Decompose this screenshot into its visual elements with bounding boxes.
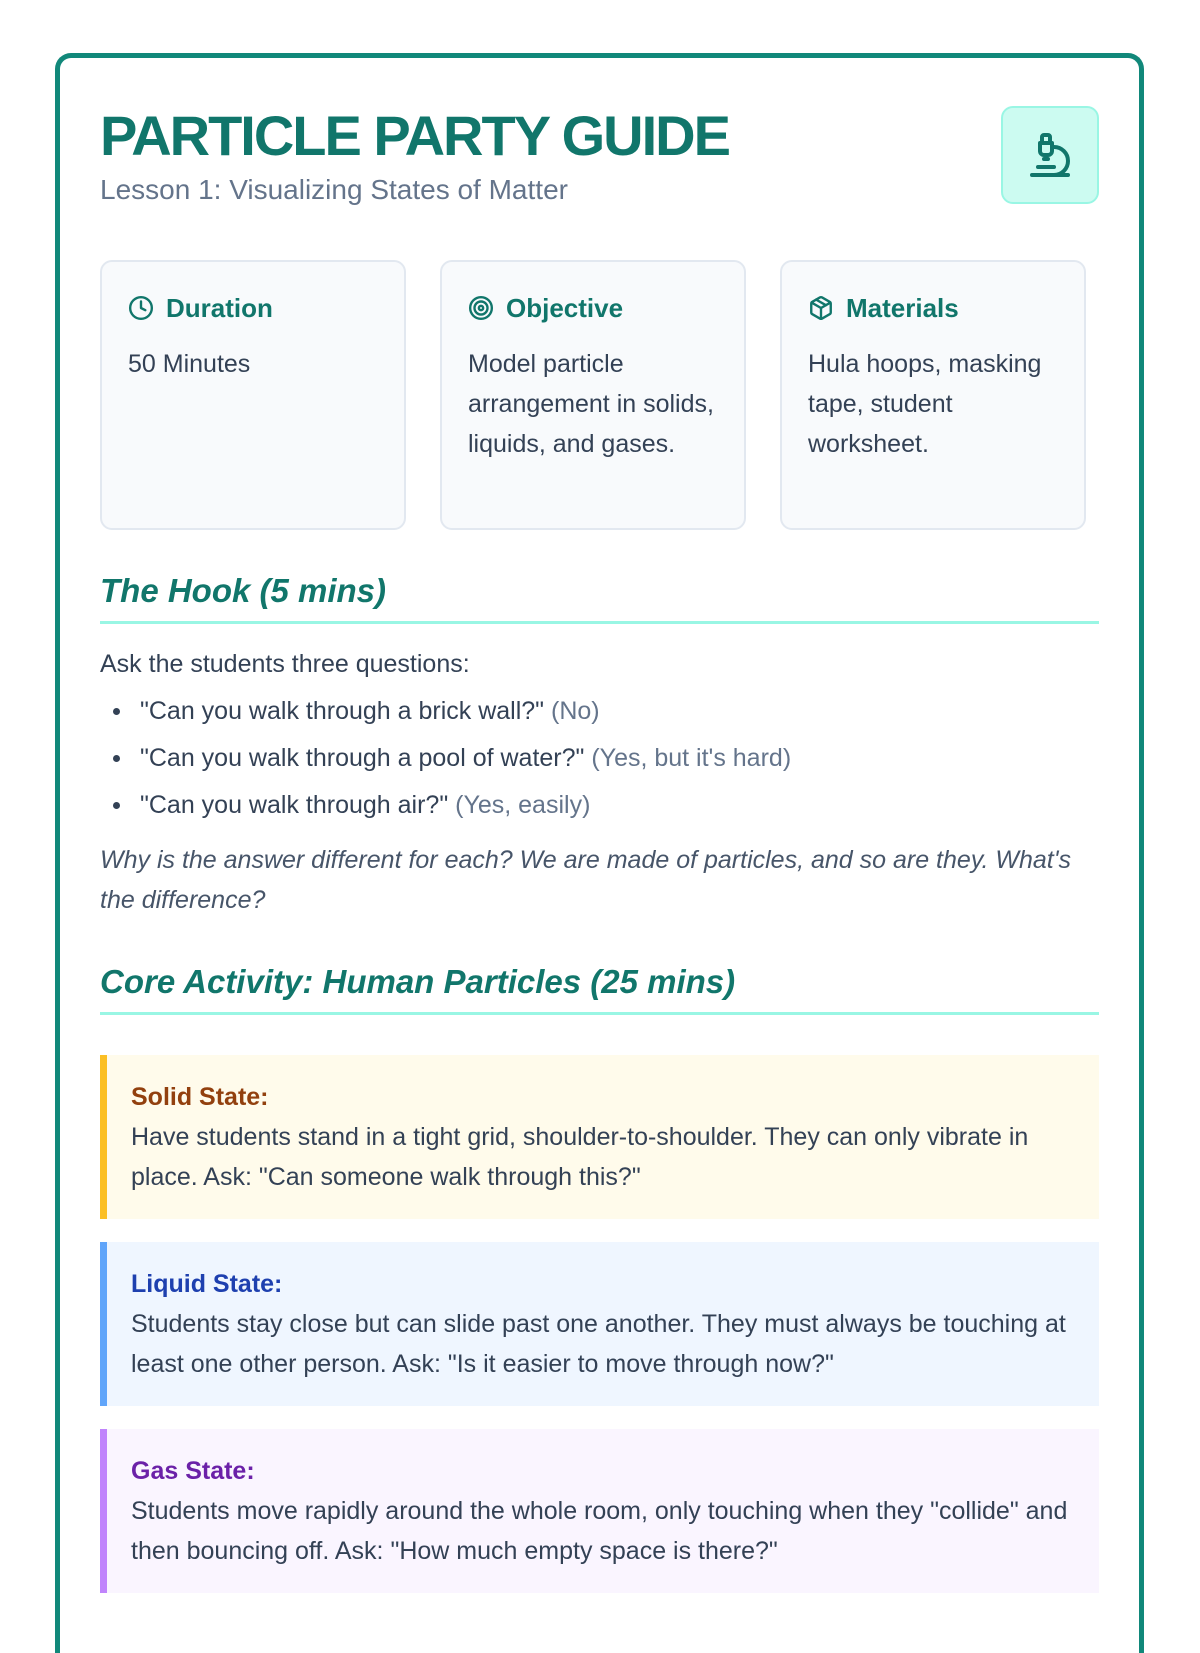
liquid-state-callout (100, 1242, 1099, 1406)
target-icon (468, 295, 494, 321)
state-label: Liquid State: (131, 1270, 283, 1298)
info-card-materials (780, 260, 1086, 530)
hook-closing: Why is the answer different for each? We are made of particles, and so are they. What's the difference? (100, 846, 1071, 914)
hook-questions (100, 688, 1099, 829)
info-card-header (128, 292, 378, 324)
question-answer: (Yes, but it's hard) (591, 744, 792, 772)
hook-intro: Ask the students three questions: (100, 650, 470, 678)
page-subtitle: Lesson 1: Visualizing States of Matter (100, 174, 568, 205)
question-text: "Can you walk through a pool of water?" (140, 744, 585, 772)
list-item (100, 688, 1099, 735)
info-cards (100, 260, 1099, 530)
info-card-label: Objective (506, 292, 624, 323)
microscope-badge (1001, 106, 1099, 204)
microscope-icon (1026, 131, 1074, 179)
info-card-label: Materials (846, 292, 959, 323)
question-text: "Can you walk through air?" (140, 791, 449, 819)
box-icon (808, 295, 834, 321)
hook-heading: The Hook (5 mins) (100, 574, 1099, 624)
solid-state-callout (100, 1055, 1099, 1219)
info-card-text: Model particle arrangement in solids, liquids, and gases. (468, 350, 714, 458)
page-title: PARTICLE PARTY GUIDE (100, 104, 729, 167)
state-description: Students move rapidly around the whole room, only touching when they "collide" and then bouncing off. Ask: "How much empty space is there?" (131, 1497, 1068, 1565)
info-card-objective (440, 260, 746, 530)
info-card-header (468, 292, 718, 324)
question-answer: (No) (551, 697, 600, 725)
state-description: Have students stand in a tight grid, shoulder-to-shoulder. They can only vibrate in place. Ask: "Can someone walk through this?" (131, 1123, 1029, 1191)
info-card-duration (100, 260, 406, 530)
info-card-header (808, 292, 1058, 324)
lesson-card (55, 53, 1144, 1653)
clock-icon (128, 295, 154, 321)
list-item (100, 782, 1099, 829)
state-label: Solid State: (131, 1083, 269, 1111)
core-activity-heading: Core Activity: Human Particles (25 mins) (100, 965, 1099, 1015)
info-card-text: Hula hoops, masking tape, student worksheet. (808, 350, 1042, 458)
state-description: Students stay close but can slide past one another. They must always be touching at least one other person. Ask: "Is it easier to move through now?" (131, 1310, 1066, 1378)
state-label: Gas State: (131, 1457, 255, 1485)
gas-state-callout (100, 1429, 1099, 1593)
info-card-label: Duration (166, 292, 273, 323)
question-text: "Can you walk through a brick wall?" (140, 697, 545, 725)
list-item (100, 735, 1099, 782)
info-card-text: 50 Minutes (128, 350, 251, 378)
question-answer: (Yes, easily) (455, 791, 591, 819)
